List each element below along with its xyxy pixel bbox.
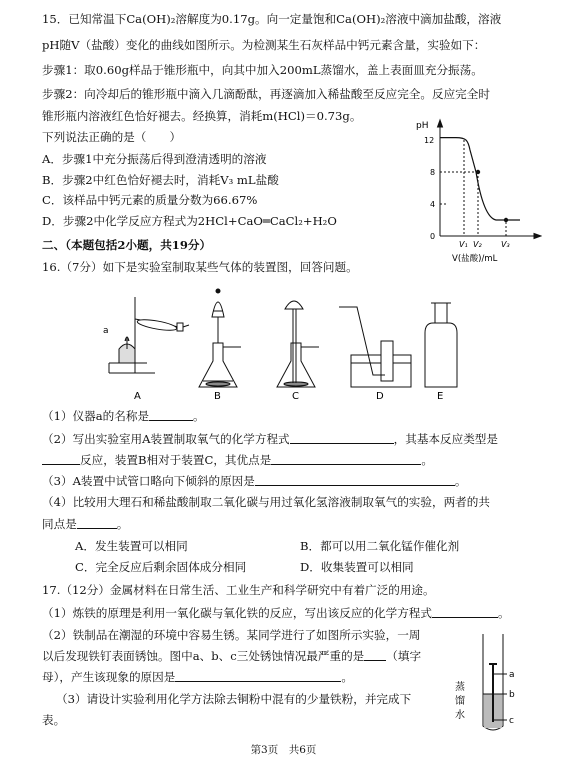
q16-sub-2-line-2 xyxy=(42,453,433,468)
q16-sub-2-text-c: 反应，装置B相对于装置C，其优点是 xyxy=(80,453,272,467)
rust-label-c: c xyxy=(509,716,514,726)
apparatus-label-c: C xyxy=(292,391,299,401)
q15-line-3: 步骤1：取0.60g样品于锥形瓶中，向其中加入200mL蒸馏水，盖上表面皿充分振荡。 xyxy=(42,63,483,77)
rust-experiment-figure xyxy=(447,630,527,736)
q16-sub-2-text-a: （2）写出实验室用A装置制取氧气的化学方程式 xyxy=(42,432,290,446)
q16-sub-4-end: 。 xyxy=(116,517,129,531)
q17-sub-2-line-1: （2）铁制品在潮湿的环境中容易生锈。某同学进行了如图所示实验，一周 xyxy=(42,628,421,642)
q16-sub-3-end: 。 xyxy=(454,474,467,488)
q17-sub-2-end: 。 xyxy=(341,670,353,684)
apparatus-label-b: B xyxy=(214,391,221,401)
q17-blank-2a[interactable] xyxy=(364,649,386,661)
rust-label-a: a xyxy=(509,670,515,680)
q16-sub-2-text-b: ，其基本反应类型是 xyxy=(393,432,498,446)
q15-option-b: B．步骤2中红色恰好褪去时，消耗V₃ mL盐酸 xyxy=(42,173,279,187)
q16-sub-4-line-2 xyxy=(42,517,128,532)
apparatus-label-a: A xyxy=(134,391,141,401)
q16-option-b: B．都可以用二氧化锰作催化剂 xyxy=(300,539,460,553)
q17-sub-2-text-b: 以后发现铁钉表面锈蚀。图中a、b、c三处锈蚀情况最严重的是 xyxy=(42,649,365,663)
q15-line-2: pH随V（盐酸）变化的曲线如图所示。为检测某生石灰样品中钙元素含量，实验如下： xyxy=(42,38,486,52)
q16-sub-4-text-b: 同点是 xyxy=(42,517,77,531)
q16-sub-3-text: （3）A装置中试管口略向下倾斜的原因是 xyxy=(42,474,255,488)
chart-y-label: pH xyxy=(416,121,429,131)
q15-option-a: A．步骤1中充分振荡后得到澄清透明的溶液 xyxy=(42,152,267,166)
q17-sub-1-text: （1）炼铁的原理是利用一氧化碳与氧化铁的反应，写出该反应的化学方程式 xyxy=(42,606,432,620)
q17-sub-3-line-1: （3）请设计实验利用化学方法除去铜粉中混有的少量铁粉，并完成下 xyxy=(56,692,412,706)
chart-x-label: V(盐酸)/mL xyxy=(452,254,498,264)
q16-sub-2-line-1 xyxy=(42,432,498,447)
q16-sub-3 xyxy=(42,474,466,489)
q15-question: 下列说法正确的是（ ） xyxy=(42,130,182,144)
chart-origin: 0 xyxy=(430,232,436,241)
q17-blank-1[interactable] xyxy=(432,606,498,618)
apparatus-e xyxy=(425,303,457,387)
q16-blank-3[interactable] xyxy=(255,474,455,486)
page-footer: 第3页 共6页 xyxy=(250,744,317,756)
chart-xtick-v2: V₂ xyxy=(473,240,482,249)
q16-blank-2c[interactable] xyxy=(271,453,421,465)
q16-sub-1 xyxy=(42,409,205,424)
chart-ytick-12: 12 xyxy=(424,136,435,145)
chart-xtick-v3: V₃ xyxy=(501,240,510,249)
q15-line-1: 15．已知常温下Ca(OH)₂溶解度为0.17g。向一定量饱和Ca(OH)₂溶液中滴加盐酸，溶液 xyxy=(42,12,502,26)
q16-apparatus-figure xyxy=(95,283,475,401)
q16-blank-2a[interactable] xyxy=(290,432,394,444)
apparatus-label-d: D xyxy=(376,391,384,401)
q16-blank-4[interactable] xyxy=(77,517,117,529)
q15-line-4: 步骤2：向冷却后的锥形瓶中滴入几滴酚酞，再逐滴加入稀盐酸至反应完全。反应完全时 xyxy=(42,87,490,101)
q17-sub-1 xyxy=(42,606,510,621)
ph-titration-chart xyxy=(412,114,542,266)
q17-sub-2-line-3 xyxy=(42,670,353,685)
section-2-title: 二、（本题包括2小题，共19分） xyxy=(42,238,212,252)
rust-label-b: b xyxy=(509,690,515,700)
ph-point-2 xyxy=(476,170,480,174)
ph-curve xyxy=(440,138,520,220)
chart-ytick-4: 4 xyxy=(430,200,436,209)
q17-sub-3-line-2: 表。 xyxy=(42,713,66,727)
apparatus-a-marker: a xyxy=(103,326,109,336)
q16-sub-4-line-1: （4）比较用大理石和稀盐酸制取二氧化碳与用过氧化氢溶液制取氧气的实验，两者的共 xyxy=(42,495,490,509)
apparatus-label-e: E xyxy=(437,391,444,401)
apparatus-b xyxy=(199,289,241,387)
q17-stem: 17.（12分）金属材料在日常生活、工业生产和科学研究中有着广泛的用途。 xyxy=(42,583,435,597)
q17-sub-1-end: 。 xyxy=(497,606,510,620)
chart-y-arrow xyxy=(438,120,443,127)
q15-line-5: 锥形瓶内溶液红色恰好褪去。经换算，消耗m(HCl)＝0.73g。 xyxy=(42,109,362,123)
q16-option-a: A．发生装置可以相同 xyxy=(75,539,188,553)
apparatus-d xyxy=(339,307,411,387)
q16-blank-1[interactable] xyxy=(149,409,193,421)
q16-blank-2b[interactable] xyxy=(42,453,80,465)
apparatus-c xyxy=(277,301,319,387)
chart-xtick-v1: V₁ xyxy=(459,240,468,249)
q15-option-c: C．该样品中钙元素的质量分数为66.67% xyxy=(42,193,258,207)
q17-sub-2-line-2 xyxy=(42,649,421,664)
water-label-3: 水 xyxy=(455,710,465,721)
water-label-2: 馏 xyxy=(455,696,465,707)
q16-stem: 16.（7分）如下是实验室制取某些气体的装置图，回答问题。 xyxy=(42,260,358,274)
chart-x-arrow xyxy=(534,234,541,239)
q17-sub-2-text-c: 母），产生该现象的原因是 xyxy=(42,670,176,684)
q17-sub-2-text-b-end: （填字 xyxy=(386,649,422,663)
apparatus-a xyxy=(109,297,189,373)
q16-sub-2-end: 。 xyxy=(421,453,433,467)
q16-option-d: D．收集装置可以相同 xyxy=(300,560,414,574)
q17-blank-2b[interactable] xyxy=(175,670,341,682)
chart-ytick-8: 8 xyxy=(430,168,436,177)
water-label-1: 蒸 xyxy=(455,682,465,693)
q16-sub-1-text: （1）仪器a的名称是 xyxy=(42,409,150,423)
q15-option-d: D．步骤2中化学反应方程式为2HCl+CaO═CaCl₂+H₂O xyxy=(42,214,337,228)
q16-option-c: C．完全反应后剩余固体成分相同 xyxy=(75,560,247,574)
q16-sub-1-end: 。 xyxy=(193,409,205,423)
ph-point-3 xyxy=(504,218,508,222)
